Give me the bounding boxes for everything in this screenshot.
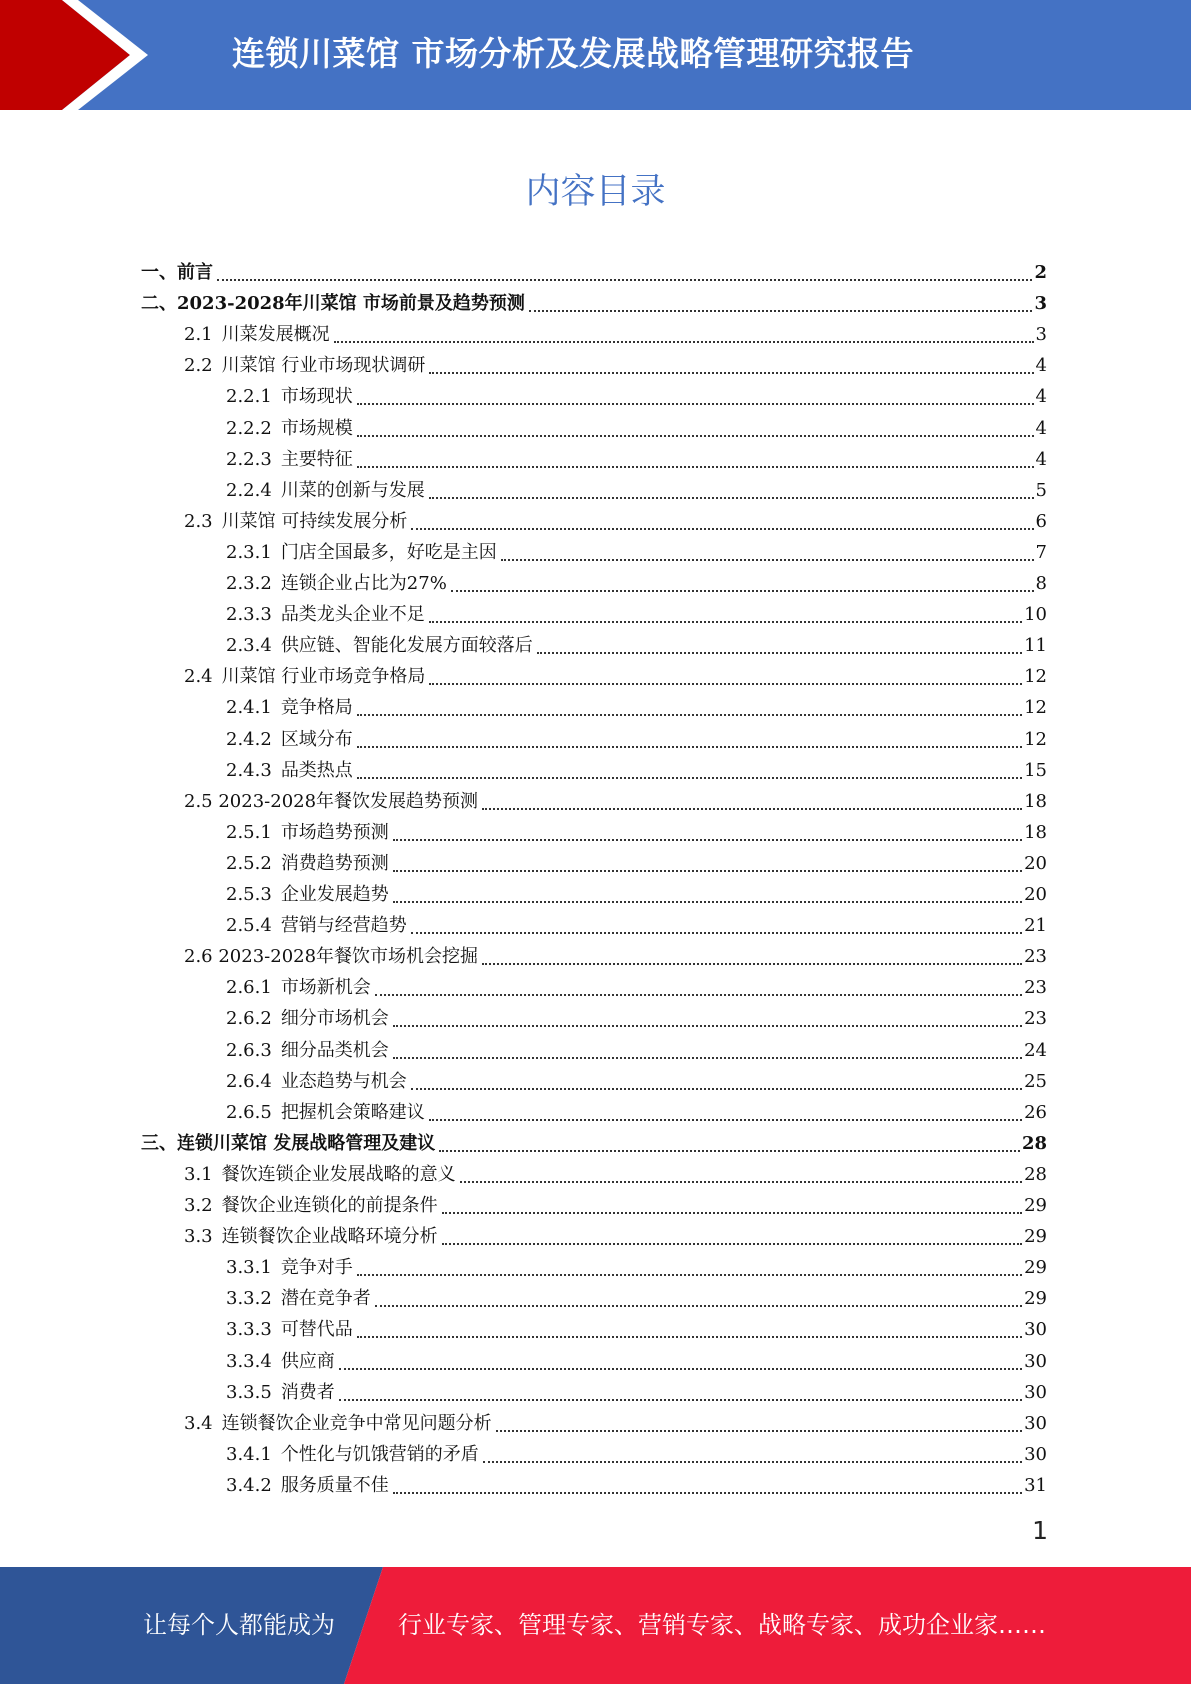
toc-dot-leader [357,746,1022,748]
toc-entry-page: 23 [1024,946,1047,968]
toc-entry-text: 连锁企业占比为27% [280,573,447,594]
toc-entry-page: 26 [1024,1101,1047,1123]
toc-entry-page: 3 [1035,324,1047,346]
toc-entry-text: 潜在竞争者 [280,1288,371,1310]
toc-entry-page: 28 [1021,1132,1047,1154]
toc-entry-label [141,261,213,285]
toc-dot-leader [357,403,1034,405]
toc-entry-text: 餐饮连锁企业发展战略的意义 [221,1163,456,1185]
toc-entry-number: 3.1 [184,1163,213,1185]
toc-entry[interactable] [226,1311,1047,1342]
toc-entry-page: 12 [1024,666,1047,688]
toc-entry-number: 2.4.2 [226,728,272,750]
toc-entry-number: 2.3.2 [226,573,272,594]
toc-entry[interactable] [226,627,1047,658]
toc-entry-page: 30 [1024,1319,1047,1341]
toc-entry-text: 门店全国最多，好吃是主因 [280,541,497,563]
toc-entry[interactable] [226,565,1047,596]
toc-entry[interactable] [226,1249,1047,1280]
toc-entry-label [184,323,330,347]
toc-entry-label [226,448,353,472]
toc-dot-leader [529,310,1033,312]
toc-entry[interactable] [226,721,1047,752]
toc-entry-label [184,665,425,689]
page-number: 1 [1032,1516,1048,1545]
toc-entry-text: 供应商 [280,1350,335,1372]
toc-entry[interactable] [141,254,1047,285]
toc-entry-label [226,1070,407,1094]
toc-entry-page: 4 [1035,448,1047,470]
toc-entry-number: 2.3.1 [226,541,272,563]
toc-entry-page: 29 [1024,1288,1047,1310]
toc-entry-text: 川菜馆 可持续发展分析 [221,510,408,532]
toc-entry-number: 3.2 [184,1195,213,1216]
toc-entry-label [226,603,425,627]
toc-dot-leader [496,1430,1022,1432]
toc-entry-text: 二、2023-2028年川菜馆 市场前景及趋势预测 [141,293,525,315]
toc-entry[interactable] [226,1063,1047,1094]
toc-dot-leader [537,652,1022,654]
toc-entry[interactable] [226,1436,1047,1467]
toc-entry-page: 23 [1024,1008,1047,1030]
toc-entry-page: 4 [1035,386,1047,408]
toc-entry-number: 3.4.2 [226,1474,272,1496]
toc-entry-number: 2.5.3 [226,884,272,905]
toc-entry-page: 25 [1024,1070,1047,1092]
toc-entry-label [184,1412,492,1436]
toc-entry[interactable] [226,845,1047,876]
toc-entry-text: 川菜的创新与发展 [280,479,425,501]
toc-dot-leader [429,683,1022,685]
toc-entry-page: 20 [1024,884,1047,905]
toc-entry-label [226,479,425,503]
footer-slogan-right: 行业专家、管理专家、营销专家、战略专家、成功企业家…… [398,1611,1046,1639]
toc-entry-page: 28 [1024,1163,1047,1185]
toc-dot-leader [393,1025,1022,1027]
toc-entry-number: 2.4.1 [226,697,272,719]
toc-entry-text: 市场新机会 [280,977,371,999]
toc-entry-number: 2.6.4 [226,1070,272,1092]
toc-dot-leader [393,839,1022,841]
toc-dot-leader [375,1305,1022,1307]
toc-entry-text: 竞争对手 [280,1257,353,1279]
toc-entry[interactable] [226,1000,1047,1031]
toc-entry-text: 企业发展趋势 [280,884,389,905]
toc-dot-leader [393,1057,1022,1059]
toc-entry[interactable] [184,1187,1047,1218]
toc-entry-number: 2.3 [184,510,213,532]
toc-entry-text: 服务质量不佳 [280,1474,389,1496]
toc-entry-page: 8 [1035,573,1047,594]
toc-entry-page: 7 [1035,541,1047,563]
toc-entry-text: 供应链、智能化发展方面较落后 [280,635,533,657]
toc-entry-number: 3.4.1 [226,1443,272,1465]
toc-entry-page: 15 [1024,759,1047,781]
toc-entry-label [226,1287,371,1311]
toc-entry-page: 11 [1024,635,1047,657]
toc-entry[interactable] [226,1467,1047,1498]
toc-entry-number: 2.2.4 [226,479,272,501]
toc-entry-label [226,1350,335,1374]
toc-entry-page: 12 [1024,697,1047,719]
toc-entry[interactable] [141,285,1047,316]
toc-entry-text: 一、前言 [141,262,213,283]
toc-entry-number: 3.3.2 [226,1288,272,1310]
toc-entry-label [184,510,407,534]
toc-entry[interactable] [226,1280,1047,1311]
toc-entry[interactable] [226,1343,1047,1374]
toc-entry-text: 细分市场机会 [280,1008,389,1030]
toc-entry-label [184,790,478,814]
toc-entry[interactable] [226,410,1047,441]
toc-entry-number: 2.6.5 [226,1101,272,1123]
toc-entry-number: 2.3.4 [226,635,272,657]
toc-entry-number: 2.6.3 [226,1039,272,1061]
toc-entry[interactable] [226,876,1047,907]
toc-entry-number: 2.4.3 [226,759,272,781]
toc-entry-page: 6 [1035,510,1047,532]
toc-entry-label [226,634,533,658]
toc-entry[interactable] [184,1405,1047,1436]
toc-entry-number: 2.2.2 [226,417,272,439]
toc-dot-leader [429,1119,1022,1121]
toc-entry-number: 2.5.4 [226,915,272,937]
toc-entry-label [184,945,478,969]
toc-entry-page: 20 [1024,852,1047,874]
toc-entry-text: 业态趋势与机会 [280,1070,407,1092]
toc-entry[interactable] [226,378,1047,409]
toc-dot-leader [482,963,1022,965]
toc-entry-text: 消费者 [280,1381,335,1403]
toc-entry-number: 3.3.1 [226,1257,272,1279]
toc-entry-number: 3.3.3 [226,1319,272,1341]
toc-entry-number: 3.3.4 [226,1350,272,1372]
header-chevron-decoration [0,0,160,110]
toc-entry-number: 2.6.1 [226,977,272,999]
toc-entry-text: 川菜馆 行业市场竞争格局 [221,666,426,688]
toc-entry-text: 连锁餐饮企业战略环境分析 [221,1226,438,1248]
toc-entry-page: 30 [1024,1381,1047,1403]
toc-entry-number: 3.4 [184,1412,213,1434]
toc-entry-text: 川菜馆 行业市场现状调研 [221,355,426,377]
toc-entry-number: 2.4 [184,666,213,688]
toc-entry-page: 4 [1035,355,1047,377]
toc-dot-leader [411,528,1033,530]
toc-dot-leader [460,1181,1022,1183]
toc-entry-label [184,1194,438,1218]
toc-dot-leader [482,808,1022,810]
toc-entry[interactable] [184,503,1047,534]
toc-entry-page: 5 [1035,479,1047,501]
toc-dot-leader [483,1461,1022,1463]
toc-entry-text: 市场现状 [280,386,353,408]
toc-entry-text: 个性化与饥饿营销的矛盾 [280,1443,479,1465]
toc-entry[interactable] [184,658,1047,689]
toc-dot-leader [501,559,1034,561]
toc-dot-leader [442,1243,1022,1245]
toc-entry-page: 3 [1034,293,1047,315]
toc-entry-page: 30 [1024,1350,1047,1372]
toc-dot-leader [411,1088,1022,1090]
toc-entry-number: 3.3.5 [226,1381,272,1403]
toc-entry-page: 30 [1024,1412,1047,1434]
toc-entry-text: 川菜发展概况 [221,324,330,346]
toc-entry[interactable] [226,752,1047,783]
toc-entry-page: 29 [1024,1226,1047,1248]
toc-entry-text: 连锁餐饮企业竞争中常见问题分析 [221,1412,492,1434]
toc-entry-number: 2.6.2 [226,1008,272,1030]
toc-entry-page: 4 [1035,417,1047,439]
toc-entry-page: 2 [1034,262,1047,283]
toc-dot-leader [339,1368,1022,1370]
toc-entry-number: 3.3 [184,1226,213,1248]
toc-entry-text: 品类热点 [280,759,353,781]
toc-entry[interactable] [226,1094,1047,1125]
toc-entry-label [184,1163,456,1187]
toc-entry-number: 2.2.3 [226,448,272,470]
toc-entry-text: 主要特征 [280,448,353,470]
toc-entry-page: 18 [1024,821,1047,843]
toc-entry-text: 2.5 2023-2028年餐饮发展趋势预测 [184,790,479,812]
toc-entry[interactable] [226,596,1047,627]
toc-entry-page: 18 [1024,790,1047,812]
toc-entry[interactable] [226,907,1047,938]
toc-entry-label [226,914,407,938]
toc-entry-text: 竞争格局 [280,697,353,719]
toc-entry[interactable] [226,534,1047,565]
toc-dot-leader [393,870,1022,872]
toc-dot-leader [339,1399,1022,1401]
toc-entry[interactable] [226,441,1047,472]
toc-entry-text: 三、连锁川菜馆 发展战略管理及建议 [141,1132,436,1154]
toc-entry-text: 市场规模 [280,417,353,439]
toc-dot-leader [357,435,1034,437]
toc-entry-page: 29 [1024,1195,1047,1216]
toc-title: 内容目录 [525,172,666,212]
toc-entry-label [141,1132,435,1156]
toc-entry-label [226,696,353,720]
toc-entry-page: 30 [1024,1443,1047,1465]
toc-entry-label [226,1381,335,1405]
toc-dot-leader [439,1150,1020,1152]
toc-entry-number: 2.1 [184,324,213,346]
toc-entry-text: 消费趋势预测 [280,852,389,874]
toc-dot-leader [334,341,1034,343]
toc-entry[interactable] [184,783,1047,814]
toc-entry-label [226,976,371,1000]
toc-dot-leader [451,590,1034,592]
toc-entry-number: 2.3.3 [226,604,272,626]
toc-dot-leader [357,1336,1022,1338]
toc-entry[interactable] [226,969,1047,1000]
toc-dot-leader [429,497,1034,499]
toc-entry[interactable] [141,1125,1047,1156]
toc-entry[interactable] [226,689,1047,720]
toc-entry-label [226,821,389,845]
toc-entry-text: 市场趋势预测 [280,821,389,843]
toc-entry-text: 区域分布 [280,728,353,750]
toc-dot-leader [411,932,1022,934]
toc-entry-label [226,728,353,752]
footer-bar [0,1567,1191,1684]
toc-entry[interactable] [226,1374,1047,1405]
toc-entry-page: 24 [1024,1039,1047,1061]
toc-entry-text: 细分品类机会 [280,1039,389,1061]
toc-dot-leader [357,1274,1022,1276]
footer-slogan-left: 让每个人都能成为 [143,1611,335,1639]
toc-dot-leader [375,994,1022,996]
toc-entry-label [226,1007,389,1031]
toc-entry-label [184,354,425,378]
toc-entry[interactable] [184,938,1047,969]
toc-entry-text: 可替代品 [280,1319,353,1341]
toc-dot-leader [429,621,1022,623]
header-bar [0,0,1191,110]
toc-dot-leader [393,1492,1022,1494]
toc-entry-page: 12 [1024,728,1047,750]
toc-entry-label [226,1443,479,1467]
toc-entry-label [226,883,389,907]
toc-entry-label [226,417,353,441]
toc-entry-label [226,1101,425,1125]
toc-entry-page: 31 [1024,1474,1047,1496]
toc-entry-text: 2.6 2023-2028年餐饮市场机会挖掘 [184,946,479,968]
toc-entry[interactable] [226,1032,1047,1063]
toc-entry-number: 2.2 [184,355,213,377]
toc-entry-label [226,852,389,876]
toc-entry-label [226,541,497,565]
toc-entry-page: 21 [1024,915,1047,937]
toc-entry-label [184,1225,438,1249]
toc-entry-label [226,385,353,409]
toc-entry[interactable] [184,1156,1047,1187]
toc-entry-text: 把握机会策略建议 [280,1101,425,1123]
toc-entry-label [141,292,525,316]
toc-entry-page: 23 [1024,977,1047,999]
toc-entry-text: 营销与经营趋势 [280,915,407,937]
toc-entry-text: 品类龙头企业不足 [280,604,425,626]
toc-entry-label [226,759,353,783]
toc-entry-page: 29 [1024,1257,1047,1279]
toc-entry-label [226,1256,353,1280]
toc-entry-label [226,572,447,596]
toc-entry[interactable] [184,347,1047,378]
toc-dot-leader [357,466,1034,468]
report-title: 连锁川菜馆 市场分析及发展战略管理研究报告 [232,34,914,73]
toc-entry[interactable] [226,472,1047,503]
toc-dot-leader [357,714,1022,716]
toc-entry-page: 10 [1024,604,1047,626]
toc-dot-leader [217,279,1032,281]
toc-entry[interactable] [226,814,1047,845]
toc-dot-leader [429,372,1033,374]
toc-entry-label [226,1318,353,1342]
toc-entry-text: 餐饮企业连锁化的前提条件 [221,1195,438,1216]
toc-dot-leader [357,777,1022,779]
toc-entry-label [226,1039,389,1063]
toc-dot-leader [442,1212,1022,1214]
toc-dot-leader [393,901,1022,903]
toc-entry[interactable] [184,316,1047,347]
toc-entry-number: 2.5.2 [226,852,272,874]
toc-entry-label [226,1474,389,1498]
toc-entry[interactable] [184,1218,1047,1249]
toc-entry-number: 2.2.1 [226,386,272,408]
toc-entry-number: 2.5.1 [226,821,272,843]
